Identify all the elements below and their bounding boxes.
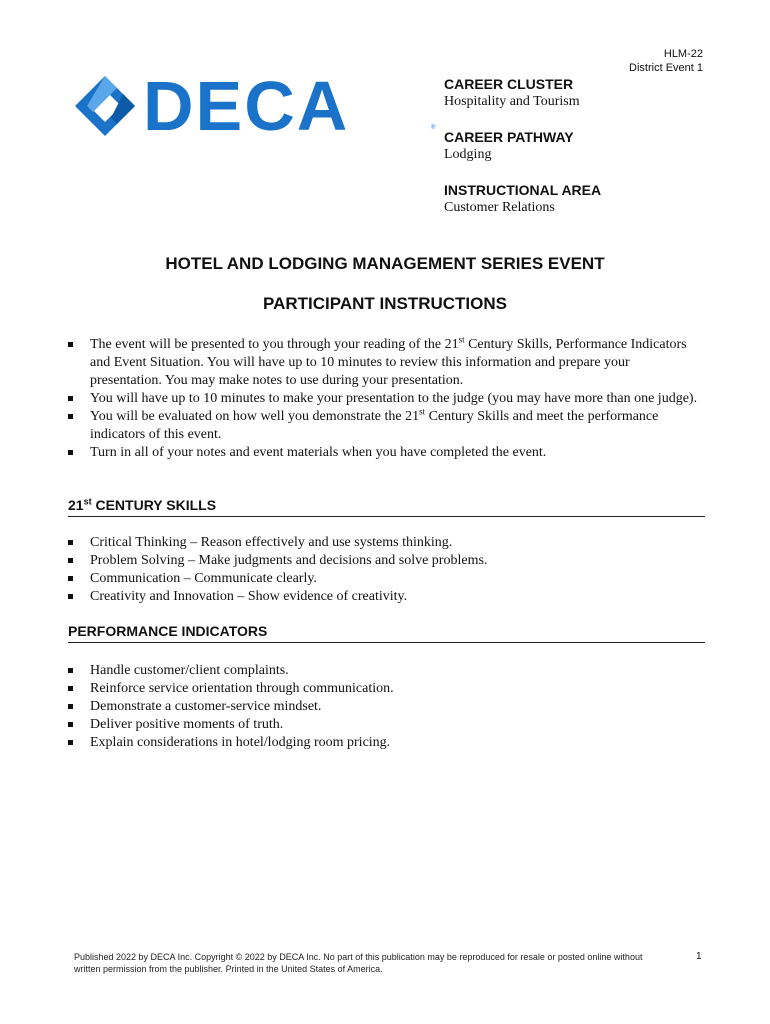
list-item: You will be evaluated on how well you demonstrate the 21st Century Skills and meet the performance indicators of this event. bbox=[68, 408, 704, 444]
career-cluster-label: CAREER CLUSTER bbox=[444, 76, 574, 92]
list-item: Problem Solving – Make judgments and decisions and solve problems. bbox=[68, 552, 704, 570]
list-item: Turn in all of your notes and event materials when you have completed the event. bbox=[68, 444, 704, 462]
instructional-area-value: Customer Relations bbox=[444, 200, 555, 215]
instructional-area-label: INSTRUCTIONAL AREA bbox=[444, 182, 602, 198]
indicators-heading: PERFORMANCE INDICATORS bbox=[68, 623, 705, 643]
page-number: 1 bbox=[696, 951, 702, 962]
skills-list bbox=[68, 534, 704, 606]
career-pathway-value: Lodging bbox=[444, 147, 492, 162]
event-level: District Event 1 bbox=[629, 62, 703, 74]
event-code: HLM-22 bbox=[663, 48, 703, 60]
list-item: Reinforce service orientation through communication. bbox=[68, 680, 704, 698]
indicators-list bbox=[68, 662, 704, 752]
deca-wordmark: DECA bbox=[143, 67, 350, 145]
instructions-title: PARTICIPANT INSTRUCTIONS bbox=[263, 294, 507, 313]
list-item: Creativity and Innovation – Show evidence of creativity. bbox=[68, 588, 704, 606]
deca-diamond-icon bbox=[73, 74, 137, 138]
list-item: You will have up to 10 minutes to make your presentation to the judge (you may have more than one judge). bbox=[68, 390, 704, 408]
instructional-area bbox=[444, 182, 601, 217]
skills-heading: 21st CENTURY SKILLS bbox=[68, 497, 705, 517]
list-item: Communication – Communicate clearly. bbox=[68, 570, 704, 588]
event-code-block bbox=[629, 47, 703, 75]
list-item: Explain considerations in hotel/lodging room pricing. bbox=[68, 734, 704, 752]
list-item: Demonstrate a customer-service mindset. bbox=[68, 698, 704, 716]
list-item: Handle customer/client complaints. bbox=[68, 662, 704, 680]
list-item: Deliver positive moments of truth. bbox=[68, 716, 704, 734]
copyright-footer: Published 2022 by DECA Inc. Copyright © 2022 by DECA Inc. No part of this publication may be reproduced for resale or posted online without written permission from the publisher. Printed in the United States of America. bbox=[74, 952, 643, 974]
list-item: Critical Thinking – Reason effectively and use systems thinking. bbox=[68, 534, 704, 552]
list-item: The event will be presented to you through your reading of the 21st Century Skills, Performance Indicators and Event Situation. You will have up to 10 minutes to review this information and prepare your presentation. You may make notes to use during your presentation. bbox=[68, 336, 704, 390]
career-cluster bbox=[444, 76, 580, 111]
career-pathway-label: CAREER PATHWAY bbox=[444, 129, 574, 145]
career-cluster-value: Hospitality and Tourism bbox=[444, 94, 580, 109]
event-title: HOTEL AND LODGING MANAGEMENT SERIES EVENT bbox=[165, 254, 605, 273]
career-pathway bbox=[444, 129, 574, 164]
deca-logo bbox=[73, 67, 436, 145]
instructions-list bbox=[68, 336, 704, 462]
registered-mark: ® bbox=[431, 125, 436, 131]
